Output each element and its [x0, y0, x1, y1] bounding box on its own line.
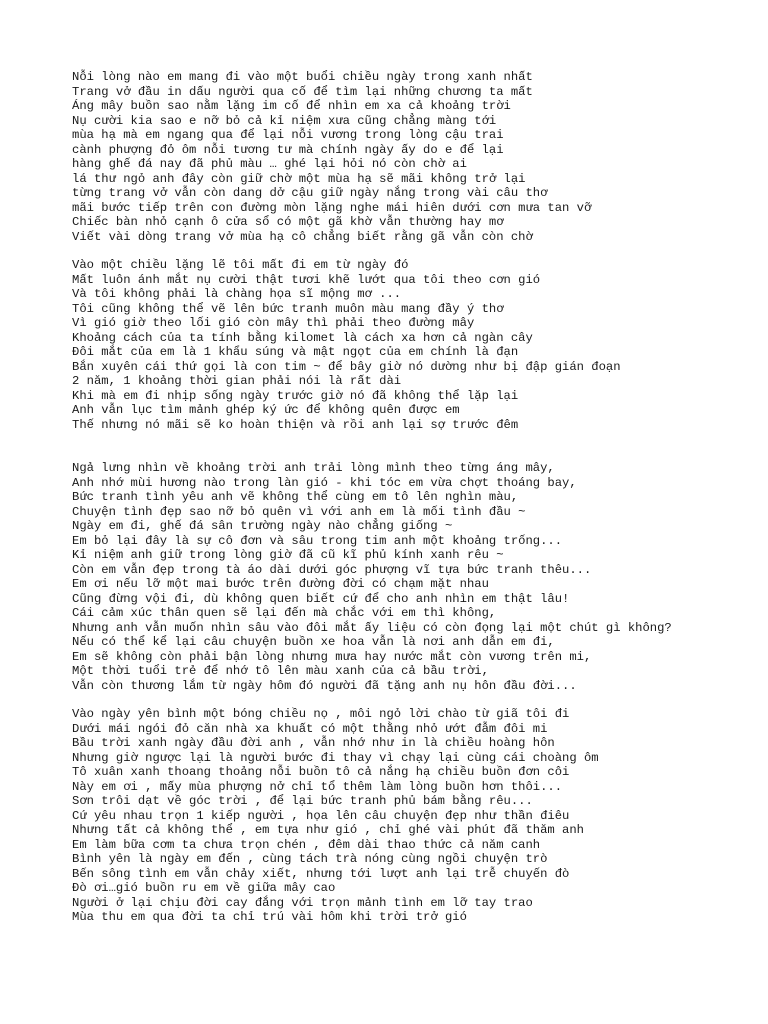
text-line: Và tôi không phải là chàng họa sĩ mộng mơ ...: [72, 287, 402, 301]
text-line: 2 năm, 1 khoảng thời gian phải nói là rất dài: [72, 374, 402, 388]
text-line: Em bỏ lại đây là sự cô đơn và sâu trong tim anh một khoảng trống...: [72, 533, 563, 548]
text-line: Cứ yêu nhau trọn 1 kiếp người , họa lên câu chuyện đẹp như thần điêu: [72, 808, 570, 823]
document-page: [72, 70, 762, 925]
text-line: Sơn trôi dạt về góc trời , để lại bức tranh phủ bám bằng rêu...: [72, 794, 533, 808]
text-line: Người ở lại chịu đời cay đắng với trọn mảnh tình em lỡ tay trao: [72, 895, 533, 910]
text-line: Chiếc bàn nhỏ cạnh ô cửa sổ có một gã khờ vẫn thường hay mơ: [72, 215, 504, 229]
text-line: Nỗi lòng nào em mang đi vào một buổi chiều ngày trong xanh nhất: [72, 70, 533, 84]
stanza-gap: [72, 244, 762, 258]
text-line: Cũng đừng vội đi, dù không quen biết cứ để cho anh nhìn em thật lâu!: [72, 591, 570, 606]
stanza-3: [72, 461, 762, 693]
stanza-1: [72, 70, 762, 244]
text-line: Kỉ niệm anh giữ trong lòng giờ đã cũ kĩ phủ kính xanh rêu ~: [72, 548, 504, 562]
text-line: Tô xuân xanh thoang thoảng nỗi buồn tô cả nắng hạ chiều buồn đơn côi: [72, 765, 570, 779]
text-line: cành phượng đỏ ôm nỗi tương tư mà chính ngày ấy do e để lại: [72, 142, 504, 157]
text-line: Ngày em đi, ghế đá sân trường ngày nào chẳng giống ~: [72, 519, 453, 533]
text-line: Nhưng giờ ngược lại là người bước đi thay vì chạy lại cùng cái choàng ôm: [72, 750, 599, 765]
stanza-2: [72, 258, 762, 432]
text-line: Nụ cười kia sao e nỡ bỏ cả kỉ niệm xưa cũng chẳng màng tới: [72, 113, 497, 128]
stanza-gap: [72, 432, 762, 461]
text-line: Vào một chiều lặng lẽ tôi mất đi em từ ngày đó: [72, 258, 409, 272]
text-line: Ngả lưng nhìn về khoảng trời anh trải lòng mình theo từng áng mây,: [72, 461, 555, 475]
text-line: Bức tranh tình yêu anh vẽ không thể cùng em tô lên nghìn màu,: [72, 490, 519, 504]
text-line: lá thư ngỏ anh đây còn giữ chờ một mùa hạ sẽ mãi không trở lại: [72, 171, 526, 186]
text-line: Chuyện tình đẹp sao nỡ bỏ quên vì với anh em là mối tình đầu ~: [72, 504, 526, 519]
text-line: Thế nhưng nó mãi sẽ ko hoàn thiện và rồi anh lại sợ trước đêm: [72, 417, 519, 432]
text-line: Một thời tuổi trẻ để nhớ tô lên màu xanh của cả bầu trời,: [72, 664, 489, 678]
text-line: Bắn xuyên cái thứ gọi là con tim ~ để bây giờ nó dường như bị đập gián đoạn: [72, 359, 621, 374]
text-line: Mất luôn ánh mắt nụ cười thật tươi khẽ lướt qua tôi theo cơn gió: [72, 272, 541, 287]
text-line: Viết vài dòng trang vở mùa hạ cô chẳng biết rằng gã vẫn còn chờ: [72, 229, 533, 244]
text-line: Đò ơi…gió buồn ru em về giữa mây cao: [72, 881, 336, 895]
text-line: Khi mà em đi nhịp sống ngày trước giờ nó đã không thể lặp lại: [72, 388, 519, 403]
text-line: Dưới mái ngói đỏ căn nhà xa khuất có một thằng nhỏ ướt đẫm đôi mi: [72, 721, 548, 736]
text-line: Bầu trời xanh ngày đầu đời anh , vẫn nhớ như in là chiều hoàng hôn: [72, 736, 555, 750]
text-line: Em ơi nếu lỡ một mai bước trên đường đời có chạm mặt nhau: [72, 577, 489, 591]
text-line: Nếu có thể kể lại câu chuyện buồn xe hoa vẫn là nơi anh dẫn em đi,: [72, 635, 555, 649]
text-line: Em làm bữa cơm ta chưa trọn chén , đêm dài thao thức cả năm canh: [72, 837, 541, 852]
text-line: Tôi cũng không thể vẽ lên bức tranh muôn màu mang đầy ý thơ: [72, 301, 504, 316]
text-line: Vào ngày yên bình một bóng chiều nọ , môi ngỏ lời chào từ giã tôi đi: [72, 707, 570, 721]
text-line: Áng mây buồn sao nằm lặng im cố để nhìn em xa cả khoảng trời: [72, 99, 511, 113]
text-line: hàng ghế đá nay đã phủ màu … ghé lại hỏi nó còn chờ ai: [72, 157, 467, 171]
text-line: Nhưng tất cả không thể , em tựa như gió , chỉ ghé vài phút đã thăm anh: [72, 823, 584, 837]
text-line: Vẫn còn thương lắm từ ngày hôm đó người đã tặng anh nụ hôn đầu đời...: [72, 678, 577, 693]
stanza-gap: [72, 693, 762, 707]
text-line: Bến sông tình em vẫn chảy xiết, nhưng tới lượt anh lại trễ chuyến đò: [72, 866, 570, 881]
text-line: Em sẽ không còn phải bận lòng nhưng mưa hay nước mắt còn vương trên mi,: [72, 649, 592, 664]
text-line: Đôi mắt của em là 1 khẩu súng và mật ngọt của em chính là đạn: [72, 345, 519, 359]
stanza-4: [72, 707, 762, 925]
text-line: mùa hạ mà em ngang qua để lại nỗi vương trong lòng cậu trai: [72, 128, 504, 142]
text-line: từng trang vở vẫn còn dang dở cậu giữ ngày nắng trong vài câu thơ: [72, 186, 548, 200]
text-line: mãi bước tiếp trên con đường mòn lặng nghe mái hiên dưới cơn mưa tan vỡ: [72, 200, 592, 215]
text-line: Cái cảm xúc thân quen sẽ lại đến mà chắc với em thì không,: [72, 606, 497, 620]
text-line: Anh vẫn lục tìm mảnh ghép ký ức để không quên được em: [72, 403, 460, 417]
text-line: Nhưng anh vẫn muốn nhìn sâu vào đôi mắt ấy liệu có còn đọng lại một chút gì không?: [72, 620, 672, 635]
text-line: Mùa thu em qua đời ta chỉ trú vài hôm khi trời trở gió: [72, 910, 467, 924]
text-line: Còn em vẫn đẹp trong tà áo dài dưới góc phượng vĩ tựa bức tranh thêu...: [72, 562, 592, 577]
text-line: Bình yên là ngày em đến , cùng tách trà nóng cùng ngồi chuyện trò: [72, 852, 548, 866]
text-line: Vì gió giờ theo lối gió còn mây thì phải theo đường mây: [72, 316, 475, 330]
text-line: Này em ơi , mấy mùa phượng nở chỉ tổ thêm làm lòng buồn hơn thôi...: [72, 779, 563, 794]
text-line: Khoảng cách của ta tính bằng kilomet là cách xa hơn cả ngàn cây: [72, 330, 533, 345]
text-line: Anh nhớ mùi hương nào trong làn gió - khi tóc em vừa chợt thoáng bay,: [72, 475, 577, 490]
text-line: Trang vở đầu in dấu người qua cố để tìm lại những chương ta mất: [72, 84, 533, 99]
